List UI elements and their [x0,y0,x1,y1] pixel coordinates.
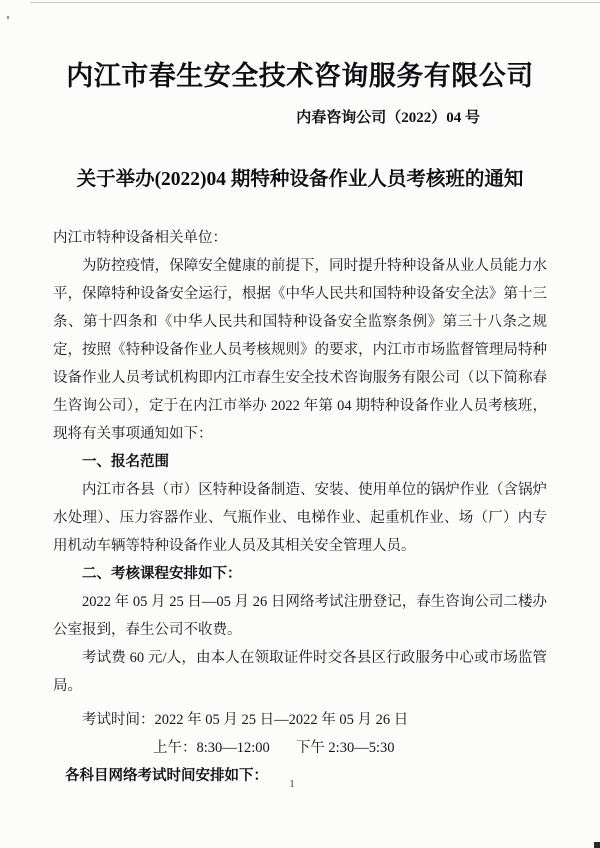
fee-paragraph: 考试费 60 元/人，由本人在领取证件时交各县区行政服务中心或市场监管局。 [53,650,547,694]
exam-time-afternoon: 下午 2:30—5:30 [295,740,395,756]
exam-time-line: 考试时间：2022 年 05 月 25 日—2022 年 05 月 26 日 [82,712,409,728]
scan-artifact-speck [7,16,9,19]
exam-time-morning: 上午：8:30—12:00 [153,740,270,756]
document-number: 内春咨询公司（2022）04 号 [296,110,480,126]
company-title: 内江市春生安全技术咨询服务有限公司 [66,61,534,91]
exam-time-row [53,734,547,762]
intro-paragraph: 为防控疫情，保障安全健康的前提下，同时提升特种设备从业人员能力水平，保障特种设备安全运行，根据《中华人民共和国特种设备安全法》第十三条、第十四条和《中华人民共和国特种设备安全监察条例》第三十八条之规定，按照《特种设备作业人员考核规则》的要求，内江市市场监督管理局特种设备作业人员考试机构即内江市春生安全技术咨询服务有限公司（以下简称春生咨询公司），定于在内江市举办 2022 年第 04 期特种设备作业人员考核班，现将有关事项通知如下： [53,258,547,442]
section-1-body: 内江市各县（市）区特种设备制造、安装、使用单位的锅炉作业（含锅炉水处理）、压力容器作业、气瓶作业、电梯作业、起重机作业、场（厂）内专用机动车辆等特种设备作业人员及其相关安全管理人员。 [53,482,547,554]
page-number: 1 [289,779,295,790]
schedule-heading: 各科目网络考试时间安排如下： [65,768,268,784]
notice-title: 关于举办(2022)04 期特种设备作业人员考核班的通知 [76,169,524,190]
scan-artifact-top-line [30,2,600,3]
notice-body [53,224,547,790]
registration-paragraph: 2022 年 05 月 25 日—05 月 26 日网络考试注册登记，春生咨询公司二楼办公室报到，春生公司不收费。 [53,594,547,638]
salutation: 内江市特种设备相关单位： [53,230,227,246]
scan-artifact-corner-speck [594,842,600,848]
section-1-heading: 一、报名范围 [82,454,169,470]
section-2-heading: 二、考核课程安排如下： [82,566,242,582]
